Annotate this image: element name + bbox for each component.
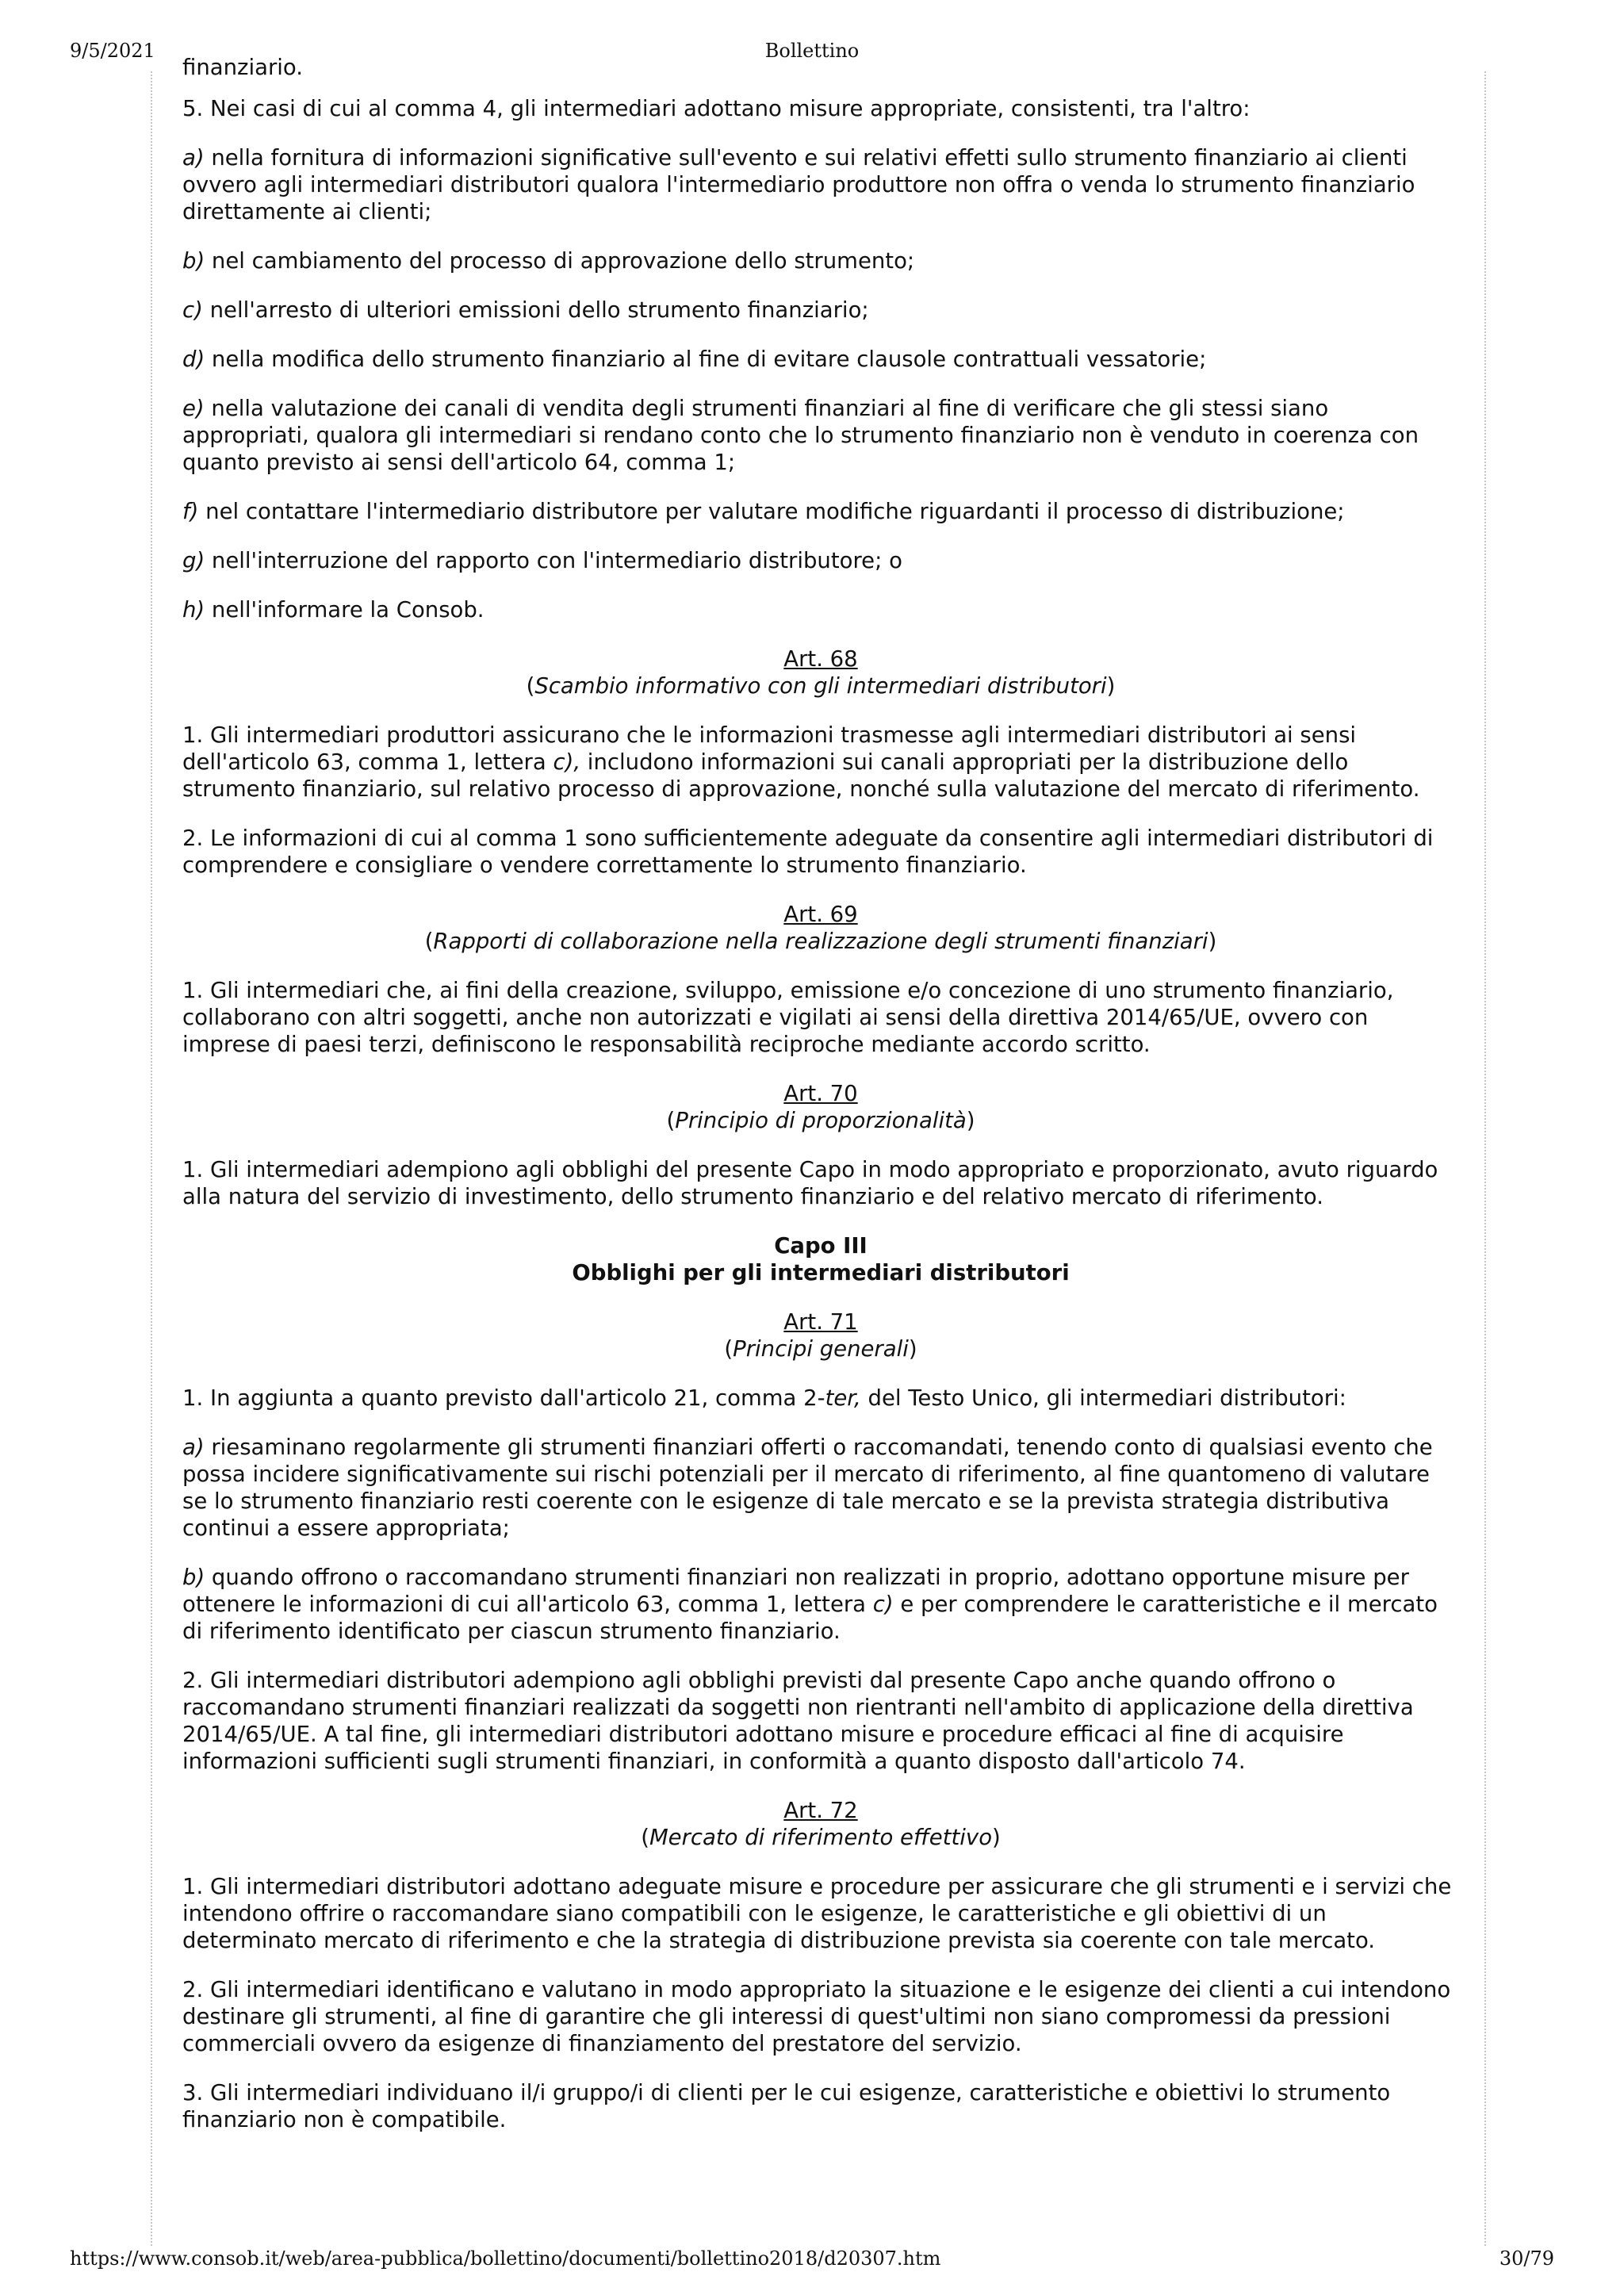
document-content bbox=[0, 56, 1624, 2247]
item-letter: b) bbox=[182, 1565, 205, 1590]
item-letter: g) bbox=[182, 548, 205, 573]
article-title: (Mercato di riferimento effettivo) bbox=[641, 1825, 1001, 1850]
art67-item-a bbox=[182, 144, 1459, 225]
art67-item-h bbox=[182, 596, 1459, 623]
art71-heading bbox=[182, 1308, 1459, 1362]
art67-item-b bbox=[182, 247, 1459, 274]
article-number: Art. 71 bbox=[783, 1309, 858, 1335]
item-letter: h) bbox=[182, 597, 205, 623]
article-title: (Rapporti di collaborazione nella realizzazione degli strumenti finanziari) bbox=[424, 929, 1217, 954]
article-title: (Principi generali) bbox=[724, 1336, 917, 1362]
capo-label: Capo III bbox=[774, 1233, 868, 1259]
page-counter: 30/79 bbox=[1499, 2247, 1554, 2270]
capo-heading bbox=[182, 1232, 1459, 1286]
art72-comma1: 1. Gli intermediari distributori adottano adeguate misure e procedure per assicurare che gli strumenti e i servizi che intendono offrire o raccomandare siano compatibili con le esigenze, le caratteristiche e gli obiettivi di un determinato mercato di riferimento e che la strategia di distribuzione prevista sia coerente con tale mercato. bbox=[182, 1874, 1452, 1953]
letter-reference: ter, bbox=[825, 1385, 861, 1411]
art67-item-g bbox=[182, 547, 1459, 574]
art69-comma1: 1. Gli intermediari che, ai fini della creazione, sviluppo, emissione e/o concezione di uno strumento finanziario, collaborano con altri soggetti, anche non autorizzati e vigilati ai sensi della direttiva 2014/65/UE, ovvero con imprese di paesi terzi, definiscono le responsabilità reciproche mediante accordo scritto. bbox=[182, 978, 1394, 1057]
item-letter: f) bbox=[182, 499, 199, 524]
art72-heading bbox=[182, 1797, 1459, 1851]
art71-item-a bbox=[182, 1434, 1459, 1542]
art69-heading bbox=[182, 901, 1459, 955]
letter-reference: c), bbox=[553, 749, 581, 775]
item-text: nella valutazione dei canali di vendita degli strumenti finanziari al fine di verificare che gli stessi siano appropriati, qualora gli intermediari si rendano conto che lo strumento finanziario non è venduto in coerenza con quanto previsto ai sensi dell'articolo 64, comma 1; bbox=[182, 396, 1419, 475]
item-letter: d) bbox=[182, 347, 205, 372]
continuation-text: finanziario. bbox=[182, 56, 303, 80]
article-title: (Principio di proporzionalità) bbox=[666, 1108, 975, 1133]
art72-comma3: 3. Gli intermediari individuano il/i gruppo/i di clienti per le cui esigenze, caratteristiche e obiettivi lo strumento finanziario non è compatibile. bbox=[182, 2080, 1391, 2132]
art68-heading bbox=[182, 646, 1459, 699]
capo-title: Obblighi per gli intermediari distributori bbox=[572, 1260, 1070, 1285]
art68-comma1: 1. Gli intermediari produttori assicurano che le informazioni trasmesse agli intermediari distributori ai sensi dell'articolo 63, comma 1, lettera c), includono informazioni sui canali appropriati per la distribuzione dello strumento finanziario, sul relativo processo di approvazione, nonché sulla valutazione del mercato di riferimento. bbox=[182, 722, 1420, 802]
source-url[interactable]: https://www.consob.it/web/area-pubblica/bollettino/documenti/bollettino2018/d20307.htm bbox=[70, 2247, 941, 2270]
item-text: nel cambiamento del processo di approvazione dello strumento; bbox=[205, 248, 915, 274]
art68-comma2: 2. Le informazioni di cui al comma 1 sono sufficientemente adeguate da consentire agli intermediari distributori di comprendere e consigliare o vendere correttamente lo strumento finanziario. bbox=[182, 826, 1434, 878]
item-letter: b) bbox=[182, 248, 205, 274]
article-number: Art. 72 bbox=[783, 1798, 858, 1823]
print-footer bbox=[0, 2247, 1624, 2279]
art67-comma5-intro: 5. Nei casi di cui al comma 4, gli intermediari adottano misure appropriate, consistenti, tra l'altro: bbox=[182, 96, 1251, 121]
art71-item-b: b) quando offrono o raccomandano strumenti finanziari non realizzati in proprio, adottano opportune misure per ottenere le informazioni di cui all'articolo 63, comma 1, lettera c) e per comprendere le caratteristiche e il mercato di riferimento identificato per ciascun strumento finanziario. bbox=[182, 1565, 1438, 1644]
art72-comma2: 2. Gli intermediari identificano e valutano in modo appropriato la situazione e le esigenze dei clienti a cui intendono destinare gli strumenti, al fine di garantire che gli interessi di quest'ultimi non siano compromessi da pressioni commerciali ovvero da esigenze di finanziamento del prestatore del servizio. bbox=[182, 1977, 1451, 2056]
article-number: Art. 68 bbox=[783, 646, 858, 672]
print-title: Bollettino bbox=[764, 40, 860, 62]
article-title: (Scambio informativo con gli intermediari distributori) bbox=[526, 673, 1116, 699]
art70-heading bbox=[182, 1080, 1459, 1134]
letter-reference: c) bbox=[872, 1592, 894, 1617]
print-date: 9/5/2021 bbox=[70, 40, 155, 62]
art67-item-f bbox=[182, 498, 1459, 525]
item-letter: e) bbox=[182, 396, 205, 421]
item-letter: c) bbox=[182, 297, 203, 323]
article-number: Art. 69 bbox=[783, 902, 858, 927]
item-text: nell'arresto di ulteriori emissioni dello strumento finanziario; bbox=[202, 297, 869, 323]
item-text: nel contattare l'intermediario distributore per valutare modifiche riguardanti il processo di distribuzione; bbox=[198, 499, 1345, 524]
art67-item-c bbox=[182, 297, 1459, 324]
item-letter: a) bbox=[182, 145, 205, 170]
item-text: nell'informare la Consob. bbox=[205, 597, 485, 623]
item-letter: a) bbox=[182, 1435, 205, 1460]
art67-item-e bbox=[182, 395, 1459, 476]
article-number: Art. 70 bbox=[783, 1081, 858, 1106]
item-text: nella modifica dello strumento finanziario al fine di evitare clausole contrattuali vessatorie; bbox=[205, 347, 1207, 372]
item-text: nell'interruzione del rapporto con l'intermediario distributore; o bbox=[205, 548, 902, 573]
document-body bbox=[182, 56, 1459, 2155]
art70-comma1: 1. Gli intermediari adempiono agli obblighi del presente Capo in modo appropriato e proporzionato, avuto riguardo alla natura del servizio di investimento, dello strumento finanziario e del relativo mercato di riferimento. bbox=[182, 1157, 1438, 1209]
art71-comma1: 1. In aggiunta a quanto previsto dall'articolo 21, comma 2-ter, del Testo Unico, gli intermediari distributori: bbox=[182, 1385, 1346, 1411]
item-text: riesaminano regolarmente gli strumenti finanziari offerti o raccomandati, tenendo conto di qualsiasi evento che possa incidere significativamente sui rischi potenziali per il mercato di riferimento, al fine quantomeno di valutare se lo strumento finanziario resti coerente con le esigenze di tale mercato e se la prevista strategia distributiva continui a essere appropriata; bbox=[182, 1435, 1433, 1541]
art67-item-d bbox=[182, 346, 1459, 373]
art71-comma2: 2. Gli intermediari distributori adempiono agli obblighi previsti dal presente Capo anche quando offrono o raccomandano strumenti finanziari realizzati da soggetti non rientranti nell'ambito di applicazione della direttiva 2014/65/UE. A tal fine, gli intermediari distributori adottano misure e procedure efficaci al fine di acquisire informazioni sufficienti sugli strumenti finanziari, in conformità a quanto disposto dall'articolo 74. bbox=[182, 1668, 1414, 1774]
item-text: nella fornitura di informazioni significative sull'evento e sui relativi effetti sullo strumento finanziario ai clienti ovvero agli intermediari distributori qualora l'intermediario produttore non offra o venda lo strumento finanziario direttamente ai clienti; bbox=[182, 145, 1415, 224]
